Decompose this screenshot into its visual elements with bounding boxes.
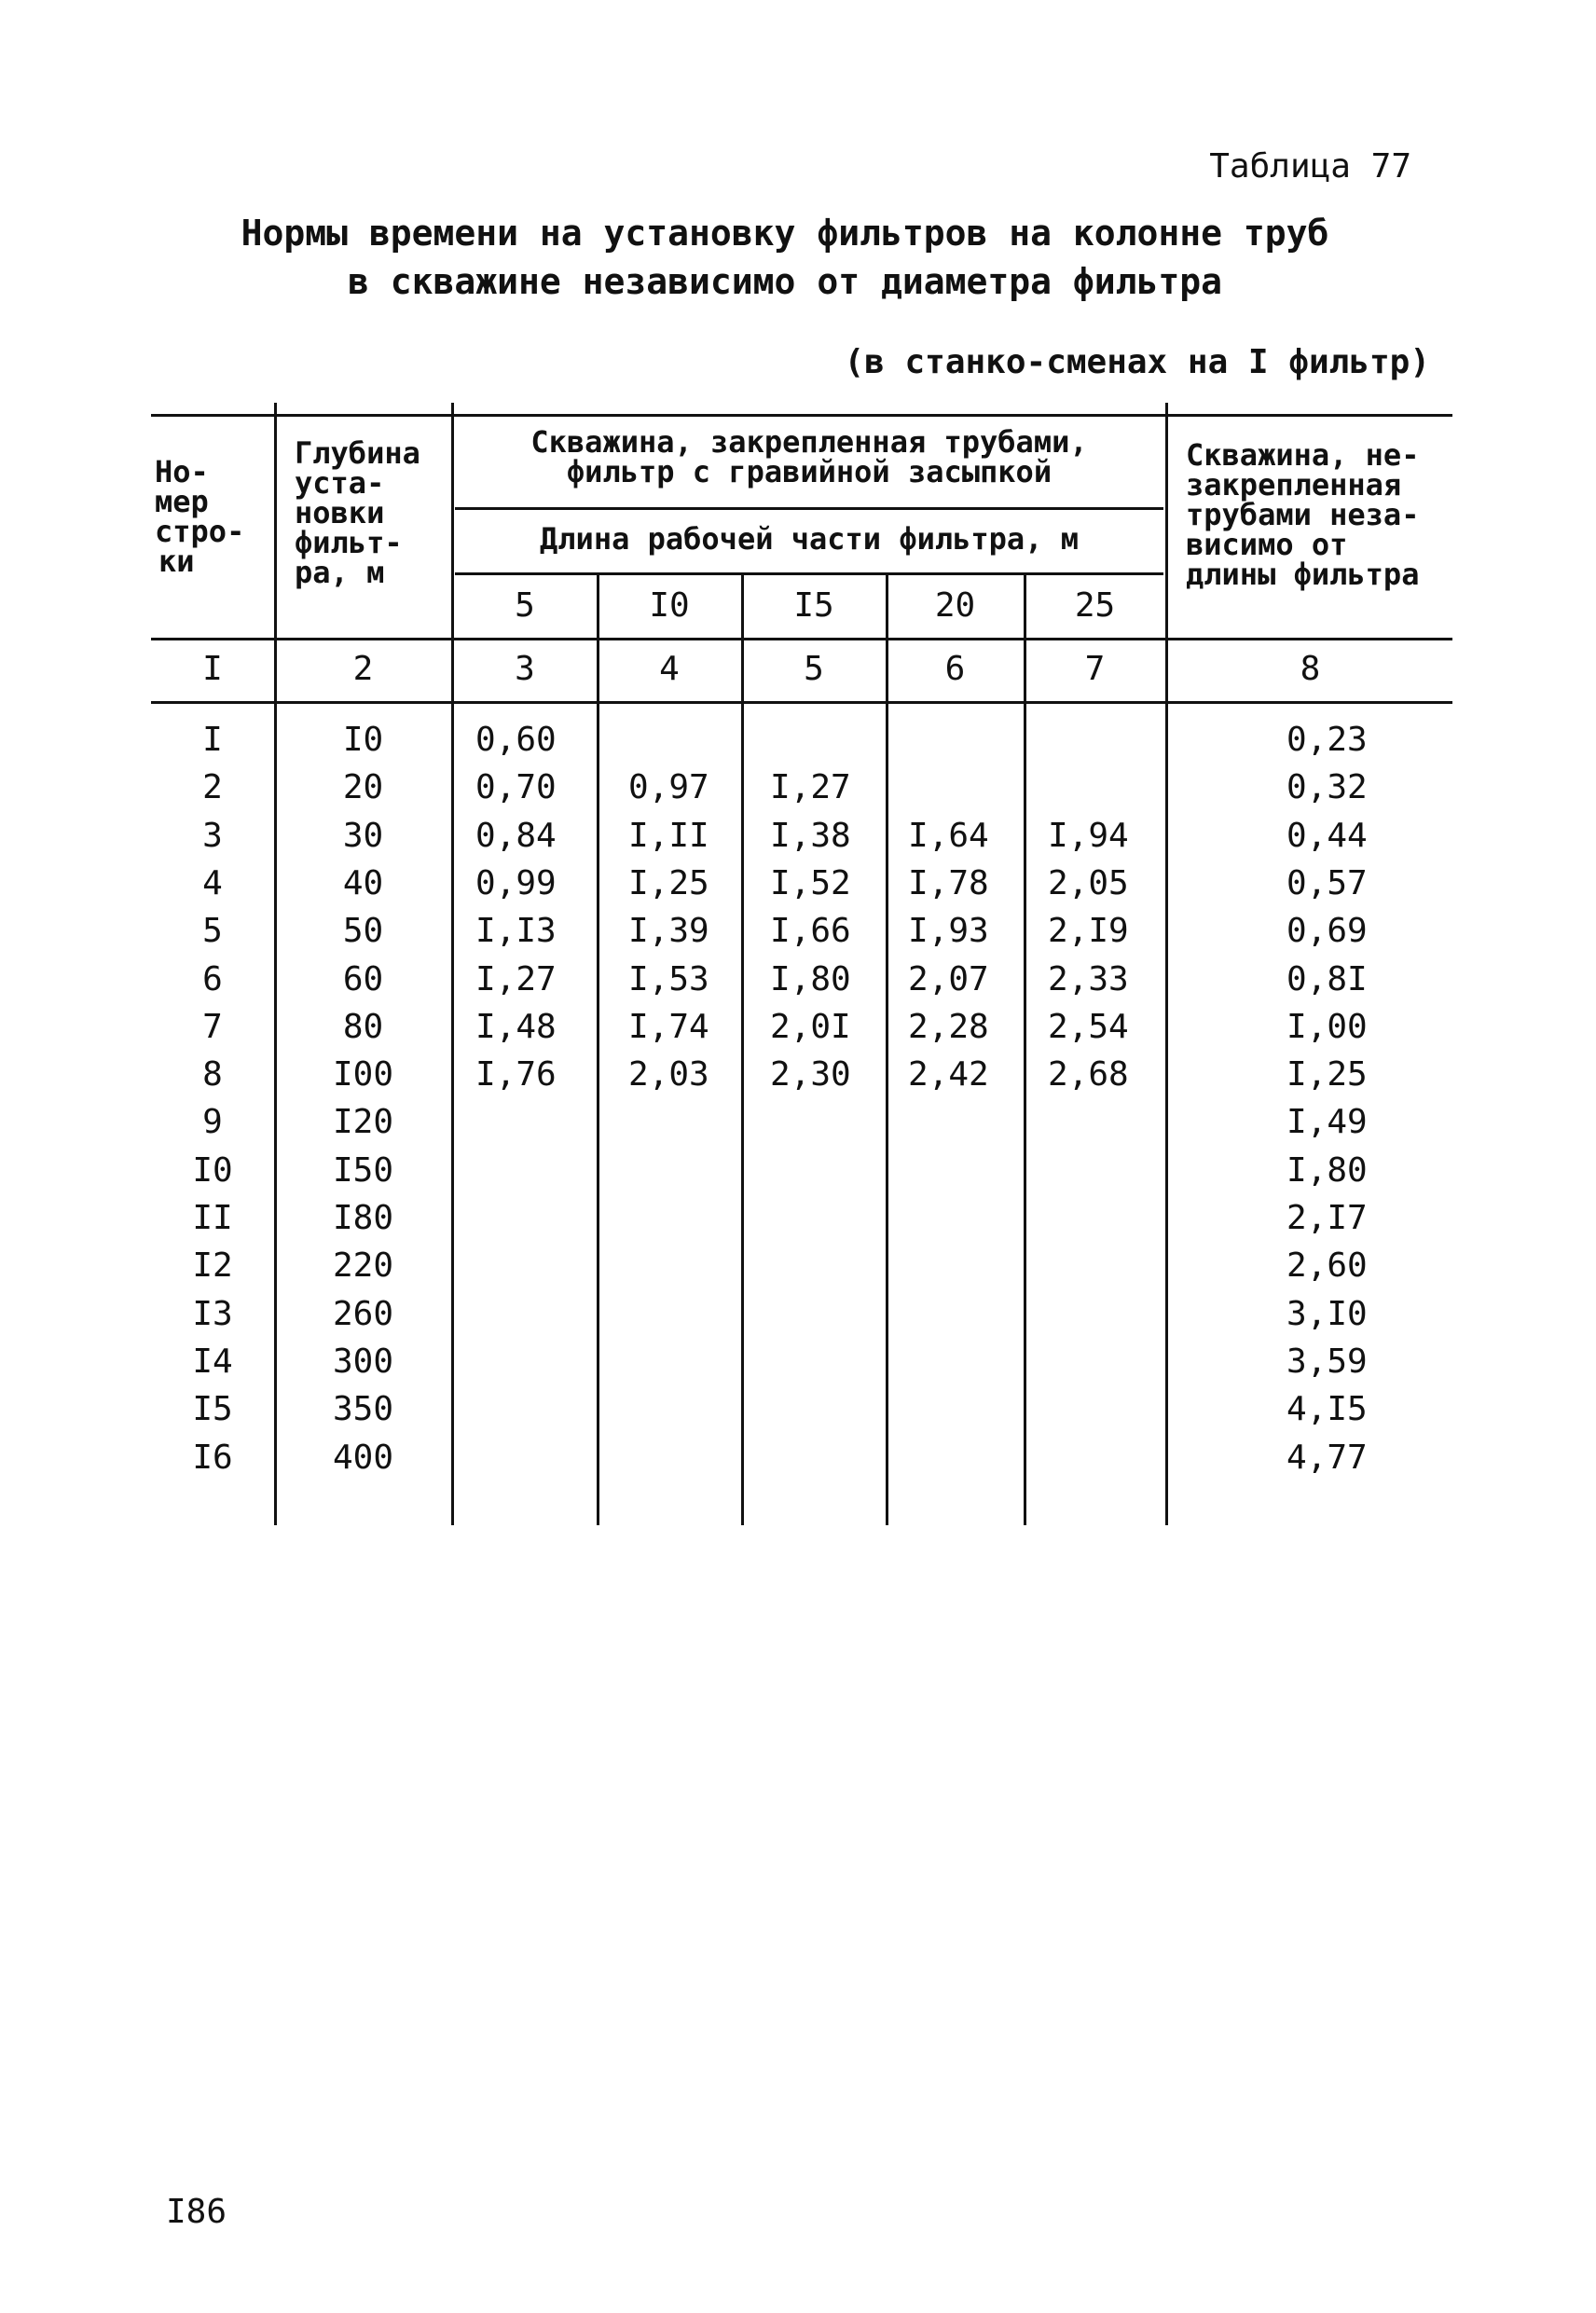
cell-depth: 80 <box>342 1007 384 1046</box>
column-number-4: 4 <box>659 650 680 688</box>
header-text: Скважина, не- <box>1186 437 1420 473</box>
cell-n: 9 <box>202 1103 223 1142</box>
cell-uncased: 0,32 <box>1286 768 1368 807</box>
cell-v10: I,53 <box>628 959 709 998</box>
column-rule-2 <box>451 403 454 1525</box>
cell-v15: 2,0I <box>770 1007 851 1046</box>
page-number: I86 <box>166 2193 227 2231</box>
cell-depth: 260 <box>332 1294 394 1333</box>
cell-v5: I,I3 <box>475 912 557 951</box>
cell-v20: I,93 <box>908 912 989 951</box>
cell-uncased: 4,I5 <box>1286 1390 1368 1429</box>
cell-v10: 2,03 <box>628 1055 709 1095</box>
column-rule-3 <box>597 572 599 1525</box>
cell-n: 8 <box>202 1055 223 1095</box>
header-text: ра, м <box>295 555 385 590</box>
header-text: Глубина <box>295 435 420 471</box>
cell-depth: I50 <box>332 1150 394 1190</box>
column-number-7: 7 <box>1084 650 1106 688</box>
cell-n: 6 <box>202 959 223 998</box>
header-length-20: 20 <box>934 586 976 625</box>
column-number-1: I <box>202 650 223 688</box>
cell-v10: 0,97 <box>628 768 709 807</box>
cell-v10: I,39 <box>628 912 709 951</box>
header-row-number <box>155 454 272 579</box>
cell-v5: I,76 <box>475 1055 557 1095</box>
cell-v20: 2,07 <box>908 959 989 998</box>
cell-n: I0 <box>192 1150 233 1190</box>
cell-n: 3 <box>202 816 223 855</box>
cell-depth: 400 <box>332 1438 394 1477</box>
cell-n: 7 <box>202 1007 223 1046</box>
cell-n: I3 <box>192 1294 233 1333</box>
header-depth <box>295 435 449 590</box>
cell-depth: 220 <box>332 1246 394 1286</box>
header-text: стро- <box>155 514 245 549</box>
cell-v5: 0,60 <box>475 721 557 759</box>
cell-v15: I,66 <box>770 912 851 951</box>
header-text: Скважина, закрепленная трубами, <box>530 424 1088 460</box>
header-text: ки <box>158 544 195 579</box>
table-number: Таблица 77 <box>1209 147 1411 186</box>
cell-depth: 60 <box>342 959 384 998</box>
cell-n: I2 <box>192 1246 233 1286</box>
column-number-2: 2 <box>352 650 374 688</box>
cell-v15: I,38 <box>770 816 851 855</box>
cell-depth: I0 <box>342 721 384 759</box>
cell-uncased: I,00 <box>1286 1007 1368 1046</box>
header-cased-group <box>455 424 1163 489</box>
cell-depth: 50 <box>342 912 384 951</box>
cell-uncased: 0,8I <box>1286 959 1368 998</box>
column-number-6: 6 <box>944 650 966 688</box>
cell-uncased: 4,77 <box>1286 1438 1368 1477</box>
cell-uncased: 0,57 <box>1286 863 1368 902</box>
unit-note: (в станко-сменах на I фильтр) <box>844 343 1430 381</box>
header-text: Но- <box>155 454 209 489</box>
cell-uncased: 0,23 <box>1286 721 1368 759</box>
table-top-rule <box>151 414 1452 417</box>
cell-n: I <box>202 721 223 759</box>
cell-n: II <box>192 1199 233 1237</box>
header-uncased <box>1186 437 1456 592</box>
cell-v10: I,74 <box>628 1007 709 1046</box>
cell-v10: I,II <box>628 816 709 855</box>
column-rule-4 <box>741 572 744 1525</box>
cell-v10: I,25 <box>628 863 709 902</box>
cell-v20: I,64 <box>908 816 989 855</box>
cell-uncased: I,49 <box>1286 1103 1368 1142</box>
header-text: трубами неза- <box>1186 497 1420 532</box>
header-filter-length: Длина рабочей части фильтра, м <box>540 521 1079 557</box>
cell-v5: I,48 <box>475 1007 557 1046</box>
cell-v25: 2,05 <box>1048 863 1129 902</box>
cell-uncased: 0,69 <box>1286 912 1368 951</box>
header-text: новки <box>295 495 385 530</box>
cell-uncased: 3,I0 <box>1286 1294 1368 1333</box>
cell-uncased: I,25 <box>1286 1055 1368 1095</box>
table-title-line-2: в скважине независимо от диаметра фильтра <box>348 261 1222 302</box>
cell-v5: I,27 <box>475 959 557 998</box>
header-text: фильт- <box>295 525 403 560</box>
cell-v20: I,78 <box>908 863 989 902</box>
cell-uncased: I,80 <box>1286 1150 1368 1190</box>
cell-v25: 2,54 <box>1048 1007 1129 1046</box>
column-number-5: 5 <box>804 650 824 688</box>
cell-v25: 2,I9 <box>1048 912 1129 951</box>
cell-n: 2 <box>202 768 223 807</box>
header-length-5: 5 <box>515 586 535 625</box>
cell-depth: 40 <box>342 863 384 902</box>
column-number-8: 8 <box>1300 650 1321 688</box>
cell-v25: I,94 <box>1048 816 1129 855</box>
cell-depth: I00 <box>332 1055 394 1095</box>
cell-v15: I,27 <box>770 768 851 807</box>
cell-v25: 2,33 <box>1048 959 1129 998</box>
cell-n: 5 <box>202 912 223 951</box>
cell-v15: I,52 <box>770 863 851 902</box>
cell-uncased: 0,44 <box>1286 816 1368 855</box>
table-title-line-1: Нормы времени на установку фильтров на колонне труб <box>241 213 1329 254</box>
column-rule-5 <box>886 572 888 1525</box>
header-length-15: I5 <box>793 586 834 625</box>
cell-depth: I20 <box>332 1103 394 1142</box>
cell-v15: I,80 <box>770 959 851 998</box>
header-bottom-rule <box>151 638 1452 640</box>
cell-depth: I80 <box>332 1199 394 1237</box>
cell-n: 4 <box>202 863 223 902</box>
header-text: фильтр с гравийной засыпкой <box>566 454 1053 489</box>
cell-depth: 20 <box>342 768 384 807</box>
cell-depth: 350 <box>332 1390 394 1429</box>
header-length-25: 25 <box>1074 586 1116 625</box>
length-header-rule <box>455 572 1163 575</box>
header-text: уста- <box>295 465 385 501</box>
column-rule-7 <box>1165 403 1168 1525</box>
header-text: мер <box>155 484 209 519</box>
cell-uncased: 2,60 <box>1286 1246 1368 1286</box>
column-numbers-rule <box>151 701 1452 704</box>
cell-v20: 2,28 <box>908 1007 989 1046</box>
cell-n: I6 <box>192 1438 233 1477</box>
cell-v5: 0,84 <box>475 816 557 855</box>
header-length-10: I0 <box>649 586 690 625</box>
group-header-rule <box>455 507 1163 510</box>
header-text: закрепленная <box>1186 467 1402 503</box>
cell-n: I4 <box>192 1342 233 1381</box>
column-number-3: 3 <box>515 650 535 688</box>
cell-depth: 300 <box>332 1342 394 1381</box>
cell-v25: 2,68 <box>1048 1055 1129 1095</box>
header-text: висимо от <box>1186 527 1348 562</box>
header-text: длины фильтра <box>1186 557 1420 592</box>
cell-n: I5 <box>192 1390 233 1429</box>
cell-v5: 0,70 <box>475 768 557 807</box>
cell-depth: 30 <box>342 816 384 855</box>
cell-v15: 2,30 <box>770 1055 851 1095</box>
cell-uncased: 2,I7 <box>1286 1199 1368 1237</box>
cell-uncased: 3,59 <box>1286 1342 1368 1381</box>
cell-v20: 2,42 <box>908 1055 989 1095</box>
column-rule-6 <box>1024 572 1026 1525</box>
cell-v5: 0,99 <box>475 863 557 902</box>
